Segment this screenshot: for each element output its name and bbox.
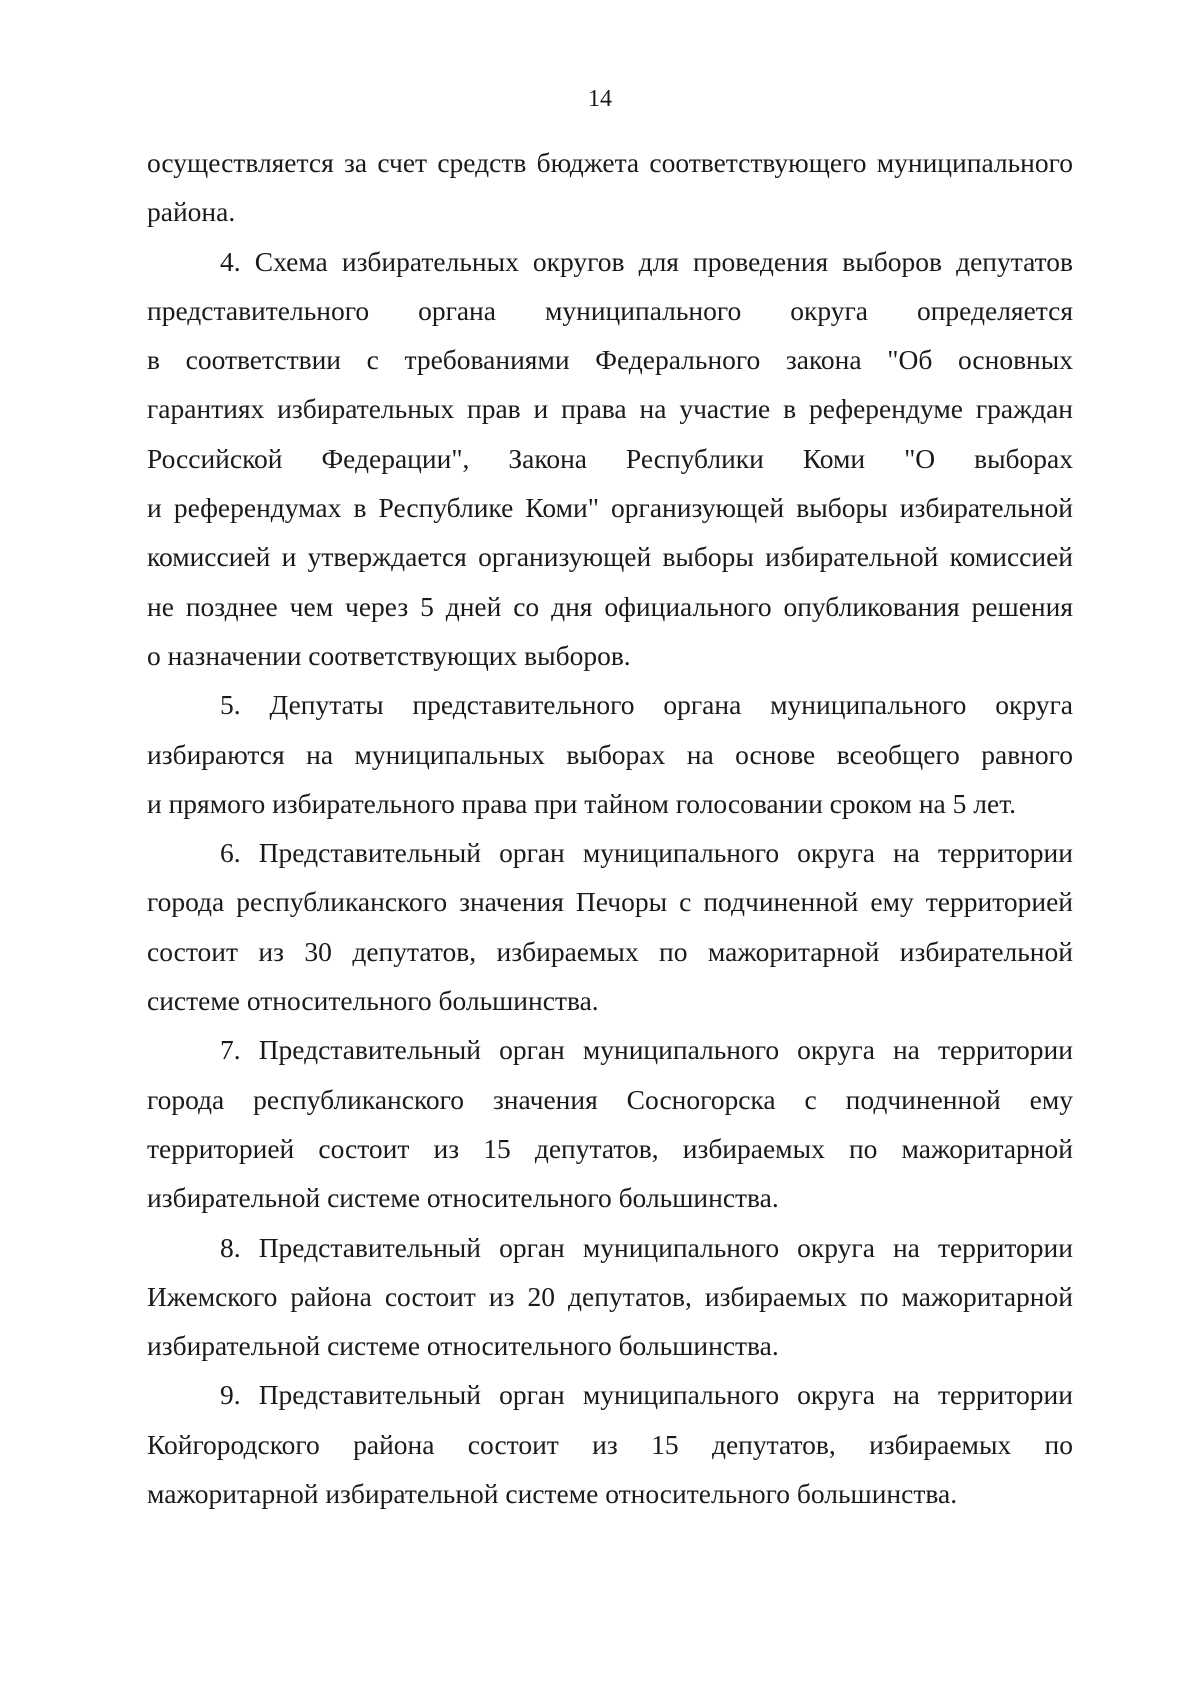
text-line: не позднее чем через 5 дней со дня официального опубликования решения [147, 590, 1073, 622]
text-line: территорией состоит из 15 депутатов, избираемых по мажоритарной [147, 1132, 1073, 1164]
text-line: 7. Представительный орган муниципального округа на территории [220, 1034, 1073, 1066]
text-line: о назначении соответствующих выборов. [147, 639, 631, 671]
text-line: системе относительного большинства. [147, 985, 599, 1017]
text-line: 6. Представительный орган муниципального округа на территории [220, 837, 1073, 869]
text-line: комиссией и утверждается организующей выборы избирательной комиссией [147, 541, 1073, 573]
text-line: избирательной системе относительного большинства. [147, 1330, 779, 1362]
text-line: города республиканского значения Печоры с подчиненной ему территорией [147, 886, 1073, 918]
paragraph-item-9 [147, 1370, 1073, 1518]
paragraph-continuation [147, 138, 1073, 237]
text-line: состоит из 30 депутатов, избираемых по мажоритарной избирательной [147, 935, 1073, 967]
text-line: 8. Представительный орган муниципального округа на территории [220, 1231, 1073, 1263]
text-line: Койгородского района состоит из 15 депутатов, избираемых по [147, 1428, 1073, 1460]
text-line: 9. Представительный орган муниципального округа на территории [220, 1379, 1073, 1411]
text-line: представительного органа муниципального округа определяется [147, 294, 1073, 326]
text-line: избираются на муниципальных выборах на основе всеобщего равного [147, 738, 1073, 770]
page-number: 14 [588, 86, 612, 112]
text-line: 5. Депутаты представительного органа муниципального округа [220, 689, 1073, 721]
paragraph-item-4 [147, 237, 1073, 681]
paragraph-item-5 [147, 680, 1073, 828]
text-line: гарантиях избирательных прав и права на участие в референдуме граждан [147, 393, 1073, 425]
text-line: в соответствии с требованиями Федерального закона "Об основных [147, 344, 1073, 376]
text-line: Ижемского района состоит из 20 депутатов, избираемых по мажоритарной [147, 1280, 1073, 1312]
text-line: мажоритарной избирательной системе относительного большинства. [147, 1478, 958, 1510]
text-line: осуществляется за счет средств бюджета соответствующего муниципального [147, 147, 1073, 178]
text-line: района. [147, 196, 236, 228]
paragraph-item-7 [147, 1025, 1073, 1222]
text-line: и референдумах в Республике Коми" организующей выборы избирательной [147, 492, 1073, 524]
text-line: Российской Федерации", Закона Республики Коми "О выборах [147, 442, 1073, 474]
document-body [147, 138, 1073, 1518]
paragraph-item-6 [147, 828, 1073, 1025]
text-line: избирательной системе относительного большинства. [147, 1182, 779, 1214]
paragraph-item-8 [147, 1223, 1073, 1371]
text-line: города республиканского значения Сосногорска с подчиненной ему [147, 1083, 1073, 1115]
text-line: 4. Схема избирательных округов для проведения выборов депутатов [220, 245, 1073, 277]
text-line: и прямого избирательного права при тайном голосовании сроком на 5 лет. [147, 787, 1017, 819]
